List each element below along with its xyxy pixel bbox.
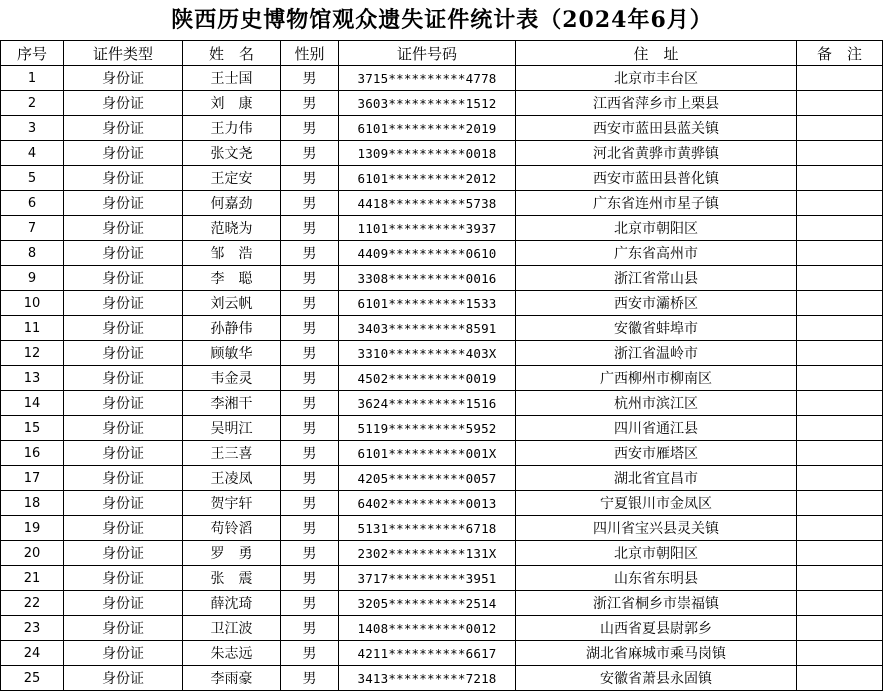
document-type-cell: 身份证 <box>64 216 183 241</box>
row-number-cell: 20 <box>1 541 64 566</box>
id-number-cell: 4211**********6617 <box>339 641 516 666</box>
id-number-cell: 3308**********0016 <box>339 266 516 291</box>
person-name-cell: 罗 勇 <box>183 541 281 566</box>
note-cell <box>797 241 883 266</box>
id-number-cell: 6101**********2019 <box>339 116 516 141</box>
id-number-cell: 3715**********4778 <box>339 66 516 91</box>
person-name-cell: 孙静伟 <box>183 316 281 341</box>
person-name-cell: 薛沈琦 <box>183 591 281 616</box>
person-name-cell: 刘云帆 <box>183 291 281 316</box>
gender-cell: 男 <box>281 591 339 616</box>
address-cell: 杭州市滨江区 <box>516 391 797 416</box>
row-number-cell: 10 <box>1 291 64 316</box>
table-row <box>1 566 883 591</box>
document-type-cell: 身份证 <box>64 116 183 141</box>
person-name-cell: 韦金灵 <box>183 366 281 391</box>
id-number-cell: 4205**********0057 <box>339 466 516 491</box>
row-number-cell: 3 <box>1 116 64 141</box>
row-number-cell: 15 <box>1 416 64 441</box>
table-row <box>1 466 883 491</box>
address-cell: 四川省宝兴县灵关镇 <box>516 516 797 541</box>
id-number-cell: 3603**********1512 <box>339 91 516 116</box>
address-cell: 西安市蓝田县蓝关镇 <box>516 116 797 141</box>
gender-cell: 男 <box>281 266 339 291</box>
person-name-cell: 王力伟 <box>183 116 281 141</box>
address-cell: 北京市朝阳区 <box>516 541 797 566</box>
row-number-cell: 12 <box>1 341 64 366</box>
gender-cell: 男 <box>281 541 339 566</box>
document-type-cell: 身份证 <box>64 366 183 391</box>
note-cell <box>797 641 883 666</box>
document-type-cell: 身份证 <box>64 291 183 316</box>
table-row <box>1 516 883 541</box>
table-row <box>1 66 883 91</box>
id-number-cell: 3205**********2514 <box>339 591 516 616</box>
header-cell: 性别 <box>281 41 339 66</box>
row-number-cell: 8 <box>1 241 64 266</box>
gender-cell: 男 <box>281 416 339 441</box>
person-name-cell: 邹 浩 <box>183 241 281 266</box>
header-row <box>1 41 883 66</box>
gender-cell: 男 <box>281 641 339 666</box>
id-number-cell: 3403**********8591 <box>339 316 516 341</box>
note-cell <box>797 266 883 291</box>
table-row <box>1 341 883 366</box>
address-cell: 北京市朝阳区 <box>516 216 797 241</box>
table-row <box>1 391 883 416</box>
row-number-cell: 14 <box>1 391 64 416</box>
person-name-cell: 李湘干 <box>183 391 281 416</box>
header-cell: 证件号码 <box>339 41 516 66</box>
address-cell: 浙江省常山县 <box>516 266 797 291</box>
document-type-cell: 身份证 <box>64 566 183 591</box>
person-name-cell: 李雨豪 <box>183 666 281 691</box>
address-cell: 湖北省宜昌市 <box>516 466 797 491</box>
note-cell <box>797 141 883 166</box>
id-number-cell: 6101**********2012 <box>339 166 516 191</box>
row-number-cell: 16 <box>1 441 64 466</box>
row-number-cell: 2 <box>1 91 64 116</box>
gender-cell: 男 <box>281 441 339 466</box>
header-cell: 住 址 <box>516 41 797 66</box>
person-name-cell: 王三喜 <box>183 441 281 466</box>
id-number-cell: 1408**********0012 <box>339 616 516 641</box>
document-type-cell: 身份证 <box>64 391 183 416</box>
lost-documents-table <box>0 40 883 691</box>
person-name-cell: 范晓为 <box>183 216 281 241</box>
header-cell: 备 注 <box>797 41 883 66</box>
row-number-cell: 13 <box>1 366 64 391</box>
document-type-cell: 身份证 <box>64 641 183 666</box>
document-type-cell: 身份证 <box>64 316 183 341</box>
gender-cell: 男 <box>281 66 339 91</box>
table-row <box>1 641 883 666</box>
id-number-cell: 6402**********0013 <box>339 491 516 516</box>
header-cell: 序号 <box>1 41 64 66</box>
address-cell: 四川省通江县 <box>516 416 797 441</box>
row-number-cell: 5 <box>1 166 64 191</box>
gender-cell: 男 <box>281 516 339 541</box>
table-row <box>1 191 883 216</box>
person-name-cell: 王士国 <box>183 66 281 91</box>
gender-cell: 男 <box>281 616 339 641</box>
id-number-cell: 1309**********0018 <box>339 141 516 166</box>
document-type-cell: 身份证 <box>64 541 183 566</box>
gender-cell: 男 <box>281 116 339 141</box>
person-name-cell: 何嘉劲 <box>183 191 281 216</box>
gender-cell: 男 <box>281 91 339 116</box>
id-number-cell: 4418**********5738 <box>339 191 516 216</box>
document-type-cell: 身份证 <box>64 591 183 616</box>
document-type-cell: 身份证 <box>64 441 183 466</box>
gender-cell: 男 <box>281 191 339 216</box>
header-cell: 姓 名 <box>183 41 281 66</box>
document-type-cell: 身份证 <box>64 516 183 541</box>
document-type-cell: 身份证 <box>64 66 183 91</box>
gender-cell: 男 <box>281 241 339 266</box>
row-number-cell: 22 <box>1 591 64 616</box>
note-cell <box>797 616 883 641</box>
gender-cell: 男 <box>281 466 339 491</box>
gender-cell: 男 <box>281 216 339 241</box>
document-type-cell: 身份证 <box>64 341 183 366</box>
note-cell <box>797 416 883 441</box>
document-type-cell: 身份证 <box>64 91 183 116</box>
person-name-cell: 顾敏华 <box>183 341 281 366</box>
id-number-cell: 3624**********1516 <box>339 391 516 416</box>
row-number-cell: 19 <box>1 516 64 541</box>
document-type-cell: 身份证 <box>64 141 183 166</box>
document-title: 陕西历史博物馆观众遗失证件统计表（2024年6月） <box>171 7 713 33</box>
person-name-cell: 张文尧 <box>183 141 281 166</box>
gender-cell: 男 <box>281 341 339 366</box>
address-cell: 西安市灞桥区 <box>516 291 797 316</box>
row-number-cell: 1 <box>1 66 64 91</box>
row-number-cell: 21 <box>1 566 64 591</box>
table-row <box>1 91 883 116</box>
row-number-cell: 24 <box>1 641 64 666</box>
gender-cell: 男 <box>281 166 339 191</box>
document-type-cell: 身份证 <box>64 666 183 691</box>
document-type-cell: 身份证 <box>64 241 183 266</box>
table-row <box>1 241 883 266</box>
table-row <box>1 141 883 166</box>
person-name-cell: 朱志远 <box>183 641 281 666</box>
note-cell <box>797 191 883 216</box>
note-cell <box>797 166 883 191</box>
gender-cell: 男 <box>281 316 339 341</box>
table-row <box>1 591 883 616</box>
note-cell <box>797 291 883 316</box>
note-cell <box>797 341 883 366</box>
note-cell <box>797 116 883 141</box>
address-cell: 安徽省萧县永固镇 <box>516 666 797 691</box>
note-cell <box>797 366 883 391</box>
address-cell: 浙江省桐乡市崇福镇 <box>516 591 797 616</box>
gender-cell: 男 <box>281 666 339 691</box>
person-name-cell: 卫江波 <box>183 616 281 641</box>
table-row <box>1 116 883 141</box>
table-row <box>1 491 883 516</box>
id-number-cell: 3310**********403X <box>339 341 516 366</box>
id-number-cell: 5119**********5952 <box>339 416 516 441</box>
row-number-cell: 9 <box>1 266 64 291</box>
person-name-cell: 王定安 <box>183 166 281 191</box>
row-number-cell: 7 <box>1 216 64 241</box>
gender-cell: 男 <box>281 491 339 516</box>
row-number-cell: 11 <box>1 316 64 341</box>
note-cell <box>797 666 883 691</box>
gender-cell: 男 <box>281 291 339 316</box>
id-number-cell: 6101**********001X <box>339 441 516 466</box>
row-number-cell: 6 <box>1 191 64 216</box>
gender-cell: 男 <box>281 141 339 166</box>
note-cell <box>797 541 883 566</box>
address-cell: 广东省连州市星子镇 <box>516 191 797 216</box>
id-number-cell: 6101**********1533 <box>339 291 516 316</box>
note-cell <box>797 566 883 591</box>
row-number-cell: 18 <box>1 491 64 516</box>
header-cell: 证件类型 <box>64 41 183 66</box>
note-cell <box>797 591 883 616</box>
note-cell <box>797 66 883 91</box>
document-type-cell: 身份证 <box>64 191 183 216</box>
person-name-cell: 刘 康 <box>183 91 281 116</box>
person-name-cell: 苟铃滔 <box>183 516 281 541</box>
document-type-cell: 身份证 <box>64 266 183 291</box>
address-cell: 山东省东明县 <box>516 566 797 591</box>
address-cell: 山西省夏县尉郭乡 <box>516 616 797 641</box>
table-row <box>1 366 883 391</box>
table-row <box>1 666 883 691</box>
note-cell <box>797 91 883 116</box>
person-name-cell: 张 震 <box>183 566 281 591</box>
address-cell: 广西柳州市柳南区 <box>516 366 797 391</box>
document-type-cell: 身份证 <box>64 491 183 516</box>
document-type-cell: 身份证 <box>64 466 183 491</box>
person-name-cell: 吴明江 <box>183 416 281 441</box>
address-cell: 江西省萍乡市上栗县 <box>516 91 797 116</box>
row-number-cell: 25 <box>1 666 64 691</box>
id-number-cell: 2302**********131X <box>339 541 516 566</box>
address-cell: 西安市蓝田县普化镇 <box>516 166 797 191</box>
id-number-cell: 5131**********6718 <box>339 516 516 541</box>
address-cell: 安徽省蚌埠市 <box>516 316 797 341</box>
table-row <box>1 441 883 466</box>
table-row <box>1 316 883 341</box>
person-name-cell: 王凌凤 <box>183 466 281 491</box>
address-cell: 河北省黄骅市黄骅镇 <box>516 141 797 166</box>
table-row <box>1 266 883 291</box>
gender-cell: 男 <box>281 391 339 416</box>
id-number-cell: 3413**********7218 <box>339 666 516 691</box>
gender-cell: 男 <box>281 566 339 591</box>
address-cell: 西安市雁塔区 <box>516 441 797 466</box>
address-cell: 广东省高州市 <box>516 241 797 266</box>
address-cell: 湖北省麻城市乘马岗镇 <box>516 641 797 666</box>
table-row <box>1 291 883 316</box>
document-type-cell: 身份证 <box>64 616 183 641</box>
address-cell: 宁夏银川市金凤区 <box>516 491 797 516</box>
document-type-cell: 身份证 <box>64 416 183 441</box>
address-cell: 北京市丰台区 <box>516 66 797 91</box>
table-row <box>1 541 883 566</box>
note-cell <box>797 516 883 541</box>
note-cell <box>797 441 883 466</box>
row-number-cell: 17 <box>1 466 64 491</box>
note-cell <box>797 391 883 416</box>
table-row <box>1 416 883 441</box>
document-type-cell: 身份证 <box>64 166 183 191</box>
table-row <box>1 166 883 191</box>
address-cell: 浙江省温岭市 <box>516 341 797 366</box>
table-row <box>1 616 883 641</box>
gender-cell: 男 <box>281 366 339 391</box>
row-number-cell: 4 <box>1 141 64 166</box>
table-row <box>1 216 883 241</box>
note-cell <box>797 491 883 516</box>
row-number-cell: 23 <box>1 616 64 641</box>
id-number-cell: 4502**********0019 <box>339 366 516 391</box>
note-cell <box>797 316 883 341</box>
id-number-cell: 1101**********3937 <box>339 216 516 241</box>
person-name-cell: 贺宇轩 <box>183 491 281 516</box>
person-name-cell: 李 聪 <box>183 266 281 291</box>
note-cell <box>797 216 883 241</box>
id-number-cell: 4409**********0610 <box>339 241 516 266</box>
note-cell <box>797 466 883 491</box>
id-number-cell: 3717**********3951 <box>339 566 516 591</box>
